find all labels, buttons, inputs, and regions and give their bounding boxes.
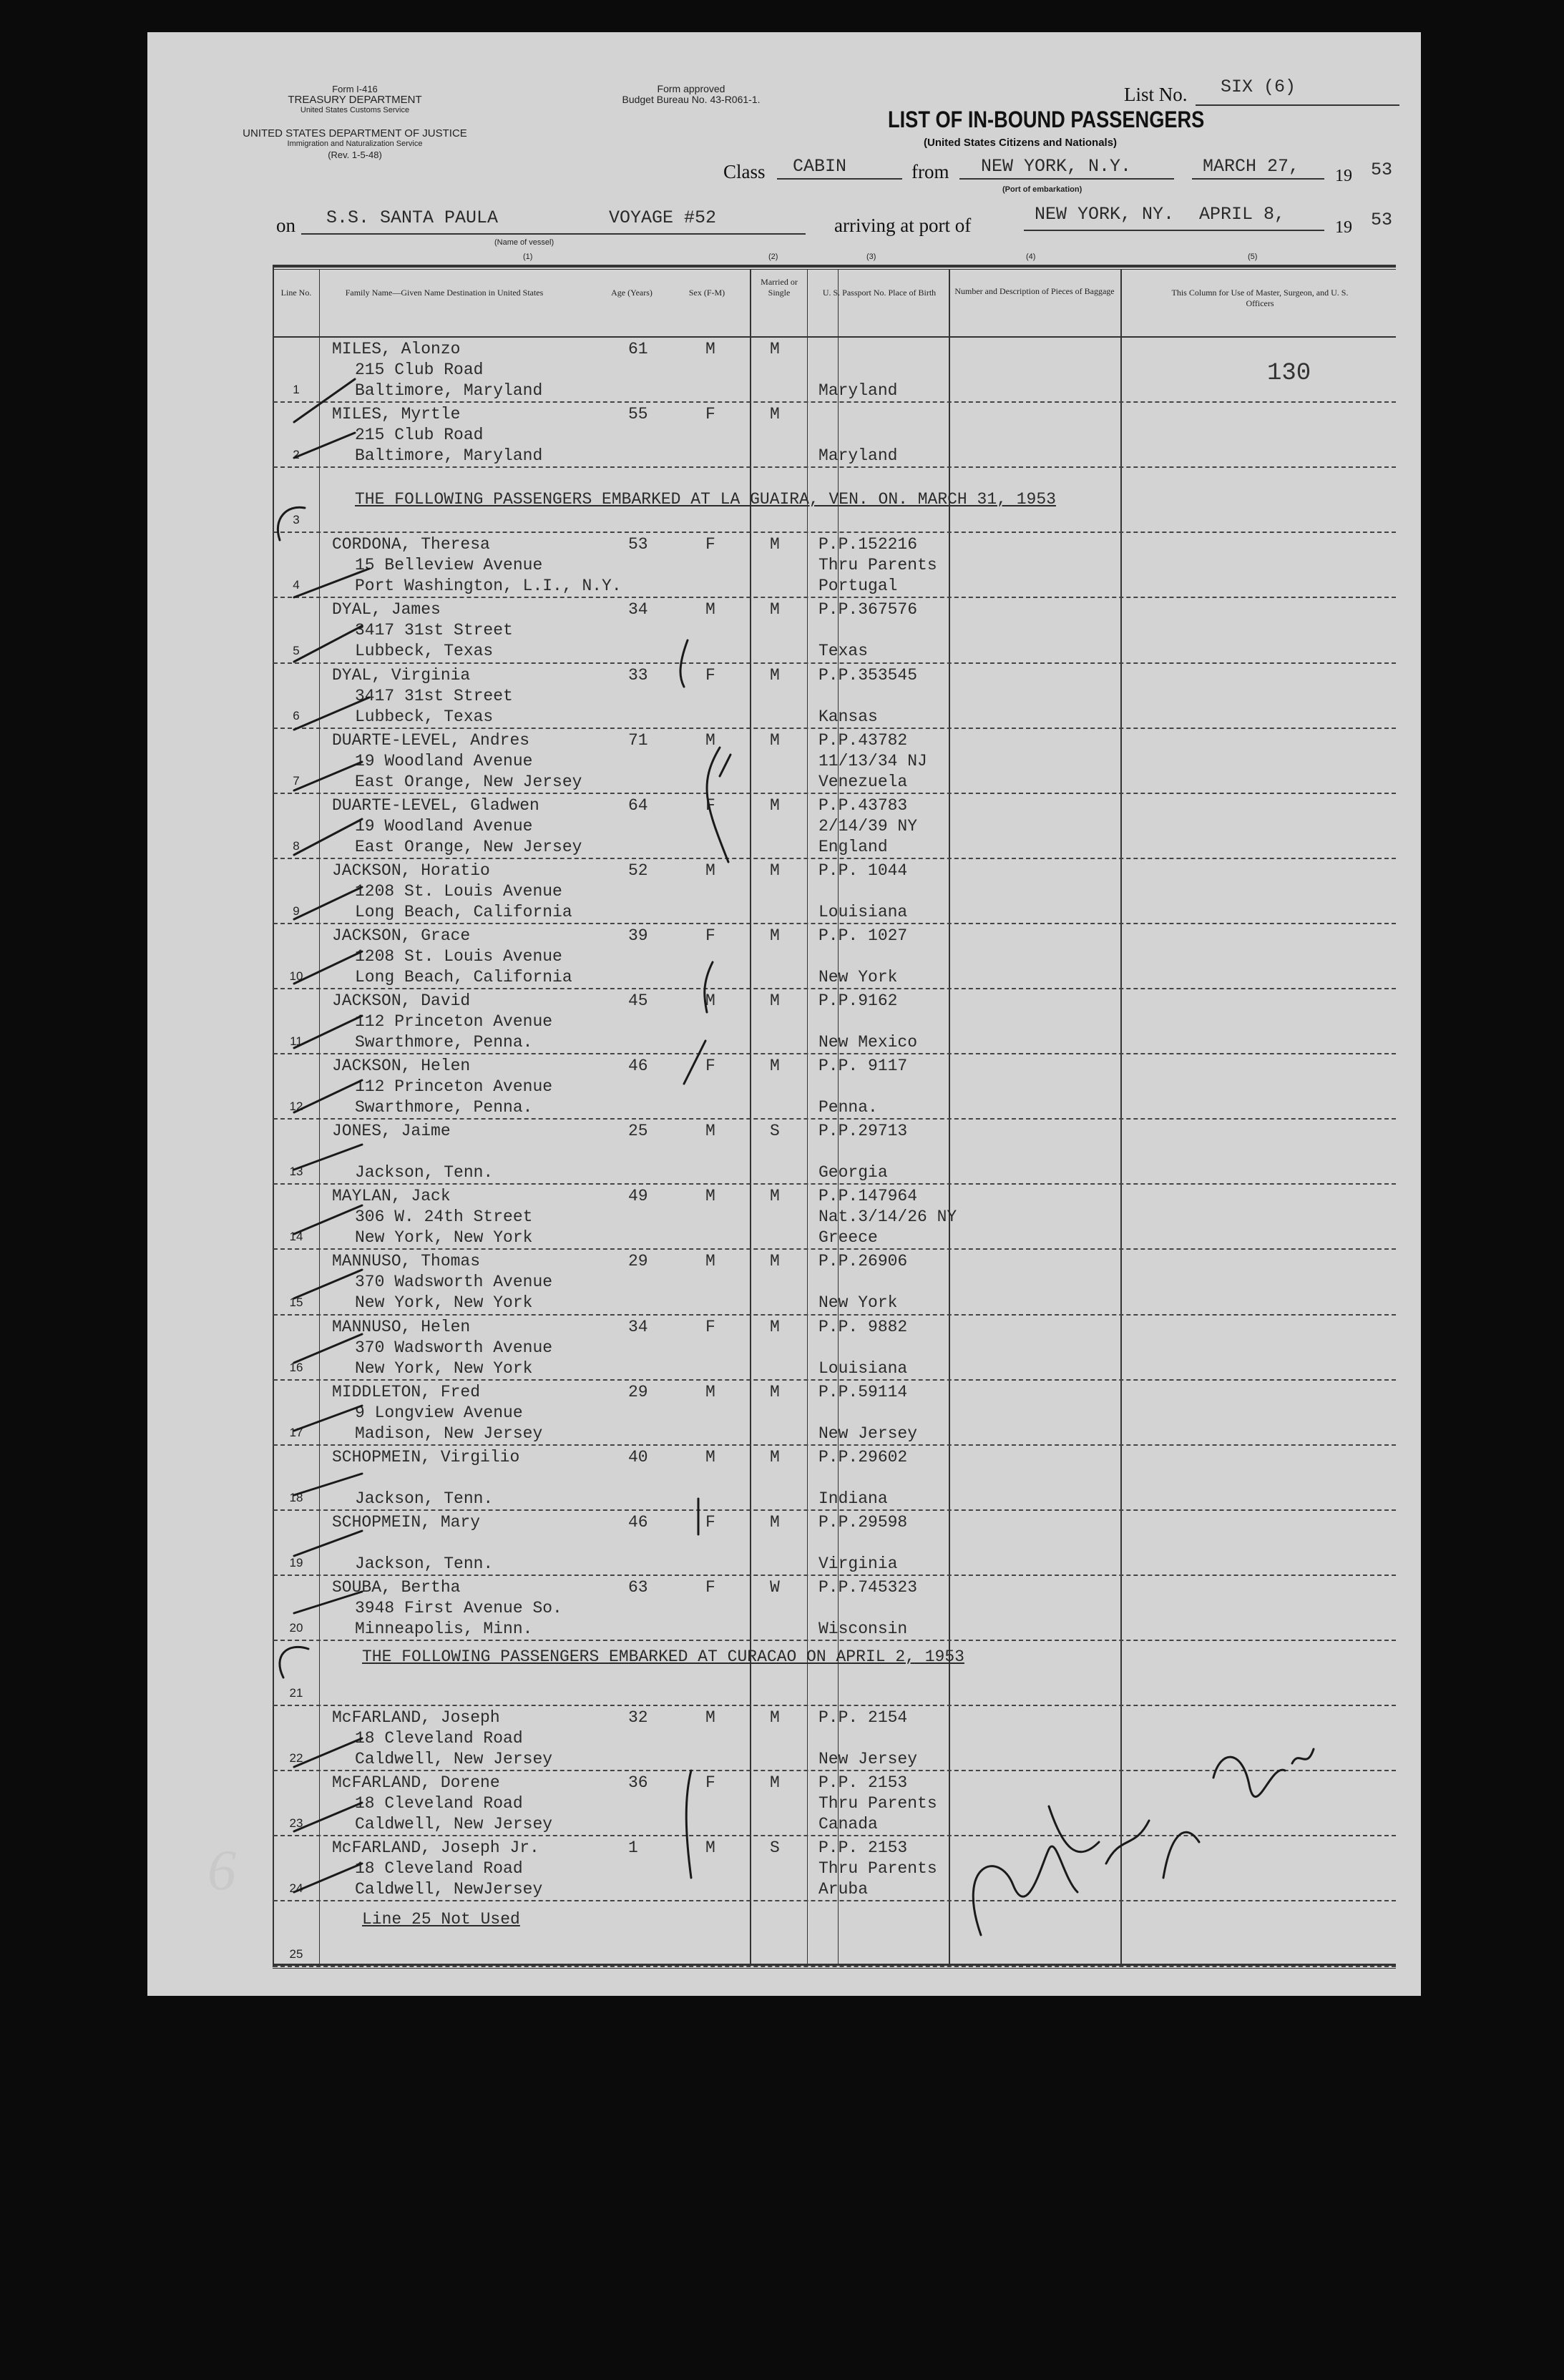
passenger-marital-status: M [770,340,780,358]
form-title: LIST OF IN-BOUND PASSENGERS [888,107,1205,132]
row-rule [273,1248,1396,1250]
row-rule [273,1900,1396,1901]
line-number: 4 [293,578,300,592]
row-rule [273,401,1396,403]
row-rule [273,728,1396,729]
passenger-city: New York, New York [355,1228,533,1248]
line-number: 7 [293,773,300,788]
embark-port: NEW YORK, N.Y. [981,156,1132,177]
passenger-address: 370 Wadsworth Avenue [355,1338,553,1357]
passport-number: P.P. 1044 [818,861,908,880]
passenger-city: Lubbeck, Texas [355,707,494,726]
list-no-value: SIX (6) [1221,77,1296,97]
passenger-city: Jackson, Tenn. [355,1554,494,1573]
passenger-address: 18 Cleveland Road [355,1794,523,1813]
passenger-name: SOUBA, Bertha [332,1577,461,1597]
row-rule [273,597,1396,598]
passport-note: 2/14/39 NY [818,816,918,836]
place-of-birth: New Mexico [818,1033,918,1052]
passenger-name: DUARTE-LEVEL, Gladwen [332,795,539,815]
passenger-name: MILES, Alonzo [332,340,461,358]
passenger-age: 25 [628,1122,648,1141]
passenger-marital-status: W [770,1577,780,1597]
line-number: 1 [293,383,300,397]
passenger-city: Minneapolis, Minn. [355,1619,533,1638]
class-label: Class [723,161,766,182]
place-of-birth: Georgia [818,1163,888,1182]
row-rule [273,1509,1396,1511]
passenger-sex: F [705,795,715,815]
passenger-marital-status: M [770,665,780,685]
col-num-3: (3) [866,253,876,261]
line-number: 21 [289,1686,303,1700]
passenger-address: 3417 31st Street [355,686,513,705]
passenger-name: MILES, Myrtle [332,405,461,424]
place-of-birth: Canada [818,1815,878,1834]
row-rule [273,1118,1396,1120]
budget-bureau: Budget Bureau No. 43-R061-1. [622,94,761,105]
passenger-age: 52 [628,861,648,880]
place-of-birth: Maryland [818,446,898,466]
row-rule [273,1183,1396,1185]
passenger-age: 46 [628,1057,648,1076]
embark-date: MARCH 27, [1203,156,1300,177]
passenger-name: JONES, Jaime [332,1122,451,1141]
passport-number: P.P. 9882 [818,1317,908,1336]
passenger-sex: M [705,1838,715,1858]
handwritten-checkmarks [147,32,1421,1996]
line-number: 18 [289,1490,303,1504]
passenger-name: MIDDLETON, Fred [332,1382,481,1401]
passenger-age: 29 [628,1382,648,1401]
line-number: 9 [293,903,300,918]
passenger-marital-status: M [770,1708,780,1728]
line-number: 15 [289,1295,303,1309]
passport-number: P.P.152216 [818,535,918,554]
passenger-age: 34 [628,1317,648,1336]
passenger-age: 40 [628,1447,648,1466]
passenger-city: Caldwell, New Jersey [355,1750,553,1769]
passenger-marital-status: M [770,1057,780,1076]
passport-note: Thru Parents [818,556,937,575]
margin-number: 6 [207,1839,236,1902]
passenger-city: Long Beach, California [355,902,572,921]
passenger-address: 3948 First Avenue So. [355,1598,562,1617]
arrival-port: NEW YORK, NY. [1035,204,1175,225]
passenger-address: 215 Club Road [355,361,484,379]
line-number: 2 [293,448,300,462]
row-rule [273,662,1396,664]
passenger-address: 370 Wadsworth Avenue [355,1273,553,1292]
row-rule [273,532,1396,533]
passenger-name: JACKSON, Horatio [332,861,490,880]
passenger-sex: M [705,1382,715,1401]
line-number: 20 [289,1621,303,1635]
passenger-sex: M [705,1708,715,1728]
row-rule [273,1053,1396,1054]
col-num-1: (1) [523,253,533,261]
col-num-4: (4) [1026,253,1036,261]
passenger-city: Swarthmore, Penna. [355,1098,533,1117]
passenger-age: 32 [628,1708,648,1728]
row-rule [273,923,1396,924]
passport-number: P.P.9162 [818,991,898,1010]
passport-number: P.P.29598 [818,1512,908,1532]
line-number: 22 [289,1751,303,1766]
place-of-birth: England [818,837,888,856]
passenger-marital-status: M [770,1382,780,1401]
col-header-sex: Sex (F-M) [688,288,725,298]
unused-line-note: Line 25 Not Used [362,1910,520,1929]
col-header-passport: U. S. Passport No. Place of Birth [822,288,937,298]
line-number: 10 [289,969,303,983]
row-rule [273,1966,1396,1967]
line-number: 16 [289,1360,303,1374]
line-number: 13 [289,1165,303,1179]
passenger-name: McFARLAND, Dorene [332,1773,500,1793]
place-of-birth: Kansas [818,707,878,726]
passport-number: P.P. 2153 [818,1838,908,1858]
passenger-address: 18 Cleveland Road [355,1859,523,1879]
form-page [147,32,1421,1996]
passenger-address: 1208 St. Louis Avenue [355,946,562,966]
passenger-sex: M [705,861,715,880]
port-caption: (Port of embarkation) [1002,185,1082,194]
line-number: 23 [289,1816,303,1831]
passenger-age: 64 [628,795,648,815]
passenger-city: Jackson, Tenn. [355,1489,494,1508]
passenger-sex: M [705,1447,715,1466]
row-rule [273,1575,1396,1576]
passport-number: P.P. 9117 [818,1057,908,1076]
ins-service: Immigration and Naturalization Service [287,139,423,148]
form-approved: Form approved [657,83,725,94]
passport-number: P.P.367576 [818,600,918,620]
row-rule [273,1770,1396,1771]
passenger-marital-status: M [770,1187,780,1206]
passenger-marital-status: M [770,1512,780,1532]
row-rule [273,1640,1396,1641]
officer-mark: 130 [1267,360,1311,387]
approval-block [584,84,798,105]
passport-number: P.P.26906 [818,1252,908,1271]
passport-number: P.P.29602 [818,1447,908,1466]
from-label: from [911,161,949,182]
passenger-marital-status: M [770,535,780,554]
voyage-number: VOYAGE #52 [609,207,717,228]
banner-curacao: THE FOLLOWING PASSENGERS EMBARKED AT CURACAO ON APRIL 2, 1953 [362,1647,964,1666]
passenger-age: 71 [628,730,648,750]
justice-block [240,128,469,160]
passenger-sex: F [705,1512,715,1532]
place-of-birth: Virginia [818,1554,898,1573]
passenger-address: 19 Woodland Avenue [355,816,533,836]
passenger-marital-status: S [770,1122,780,1141]
passenger-age: 29 [628,1252,648,1271]
passenger-name: JACKSON, Grace [332,926,471,945]
line-number: 19 [289,1555,303,1569]
passenger-marital-status: M [770,795,780,815]
row-rule [273,1314,1396,1316]
passport-number: P.P.29713 [818,1122,908,1141]
passenger-age: 39 [628,926,648,945]
line-number: 24 [289,1881,303,1896]
passenger-age: 61 [628,340,648,358]
passenger-address: 112 Princeton Avenue [355,1077,553,1097]
passenger-marital-status: M [770,1317,780,1336]
col-header-officers: This Column for Use of Master, Surgeon, and U. S. Officers [1171,288,1349,308]
line-number: 3 [293,513,300,527]
passenger-name: MAYLAN, Jack [332,1187,451,1206]
row-rule [273,858,1396,859]
passenger-name: SCHOPMEIN, Mary [332,1512,481,1532]
line-number: 5 [293,643,300,657]
passport-number: P.P. 1027 [818,926,908,945]
passenger-city: Madison, New Jersey [355,1424,543,1443]
passenger-marital-status: M [770,1773,780,1793]
passport-note: 11/13/34 NJ [818,751,927,770]
passenger-address: 3417 31st Street [355,621,513,640]
passenger-age: 53 [628,535,648,554]
passenger-marital-status: M [770,405,780,424]
place-of-birth: New Jersey [818,1750,918,1769]
customs-service: United States Customs Service [300,106,410,114]
passenger-age: 33 [628,665,648,685]
line-number: 6 [293,708,300,723]
place-of-birth: Venezuela [818,772,908,791]
place-of-birth: Wisconsin [818,1619,908,1638]
place-of-birth: Aruba [818,1880,869,1899]
treasury-dept: TREASURY DEPARTMENT [288,94,422,106]
passenger-age: 46 [628,1512,648,1532]
passport-note: Thru Parents [818,1859,937,1879]
row-rule [273,793,1396,794]
revision: (Rev. 1-5-48) [328,150,382,160]
place-of-birth: New Jersey [818,1424,918,1443]
place-of-birth: Portugal [818,577,898,596]
place-of-birth: Louisiana [818,1358,908,1378]
embark-year-prefix: 19 [1335,167,1352,185]
passenger-sex: M [705,340,715,358]
passenger-sex: M [705,1187,715,1206]
passenger-city: East Orange, New Jersey [355,837,582,856]
passenger-marital-status: M [770,1447,780,1466]
row-rule [273,1705,1396,1706]
passenger-city: Swarthmore, Penna. [355,1033,533,1052]
passenger-name: JACKSON, Helen [332,1057,471,1076]
passport-note: Thru Parents [818,1794,937,1813]
passenger-age: 45 [628,991,648,1010]
passenger-name: JACKSON, David [332,991,471,1010]
passenger-city: Caldwell, New Jersey [355,1815,553,1834]
passenger-city: Port Washington, L.I., N.Y. [355,577,622,596]
passenger-address: 15 Belleview Avenue [355,556,543,575]
col-header-name: Family Name—Given Name Destination in United States [345,288,544,298]
arrival-date: APRIL 8, [1199,204,1286,225]
passenger-name: McFARLAND, Joseph Jr. [332,1838,539,1858]
passenger-address: 18 Cleveland Road [355,1729,523,1748]
passenger-sex: F [705,535,715,554]
passenger-address: 9 Longview Avenue [355,1403,523,1422]
passenger-sex: F [705,405,715,424]
place-of-birth: Louisiana [818,902,908,921]
col-num-5: (5) [1248,253,1258,261]
arrival-year-prefix: 19 [1335,218,1352,237]
passenger-name: DUARTE-LEVEL, Andres [332,730,530,750]
form-id-block [240,84,469,116]
passenger-sex: F [705,1317,715,1336]
passport-number: P.P.59114 [818,1382,908,1401]
passenger-sex: M [705,991,715,1010]
passenger-name: SCHOPMEIN, Virgilio [332,1447,520,1466]
passport-number: P.P.147964 [818,1187,918,1206]
passenger-city: Caldwell, NewJersey [355,1880,543,1899]
passenger-city: Baltimore, Maryland [355,381,543,400]
line-number: 12 [289,1100,303,1114]
row-rule [273,466,1396,468]
col-header-age: Age (Years) [611,288,653,298]
place-of-birth: Greece [818,1228,878,1248]
passenger-age: 55 [628,405,648,424]
place-of-birth: New York [818,967,898,986]
justice-dept: UNITED STATES DEPARTMENT OF JUSTICE [243,127,467,139]
passenger-marital-status: M [770,991,780,1010]
passenger-sex: F [705,665,715,685]
row-rule [273,1379,1396,1381]
row-rule [273,988,1396,989]
col-header-married: Married or Single [761,277,798,298]
col-num-2: (2) [768,253,778,261]
row-rule [273,1835,1396,1836]
class-value: CABIN [793,156,847,177]
passenger-address: 1208 St. Louis Avenue [355,881,562,901]
passenger-sex: F [705,1057,715,1076]
passport-number: P.P.745323 [818,1577,918,1597]
place-of-birth: Indiana [818,1489,888,1508]
line-number: 14 [289,1230,303,1244]
passenger-sex: F [705,1577,715,1597]
passenger-age: 63 [628,1577,648,1597]
passenger-address: 19 Woodland Avenue [355,751,533,770]
arriving-label: arriving at port of [834,215,972,236]
passenger-sex: M [705,1122,715,1141]
passenger-marital-status: S [770,1838,780,1858]
line-number: 11 [290,1034,303,1049]
embark-year: 53 [1371,160,1393,180]
passenger-marital-status: M [770,730,780,750]
passenger-sex: M [705,1252,715,1271]
place-of-birth: New York [818,1293,898,1313]
line-number: 25 [289,1946,303,1961]
line-number: 17 [289,1425,303,1439]
passenger-city: East Orange, New Jersey [355,772,582,791]
passenger-marital-status: M [770,600,780,620]
place-of-birth: Penna. [818,1098,878,1117]
passenger-name: DYAL, James [332,600,441,620]
passport-number: P.P.353545 [818,665,918,685]
col-header-line: Line No. [280,288,312,298]
passenger-name: CORDONA, Theresa [332,535,490,554]
passenger-age: 34 [628,600,648,620]
passenger-age: 49 [628,1187,648,1206]
passenger-address: 112 Princeton Avenue [355,1012,553,1031]
passenger-name: MANNUSO, Thomas [332,1252,481,1271]
banner-la-guaira: THE FOLLOWING PASSENGERS EMBARKED AT LA GUAIRA, VEN. ON. MARCH 31, 1953 [355,490,1056,509]
passenger-sex: M [705,600,715,620]
row-rule [273,1444,1396,1446]
passport-number: P.P.43782 [818,730,908,750]
passenger-address: 306 W. 24th Street [355,1208,533,1227]
on-label: on [276,215,295,236]
passenger-age: 36 [628,1773,648,1793]
passenger-city: New York, New York [355,1358,533,1378]
passport-number: P.P.43783 [818,795,908,815]
line-number: 8 [293,838,300,853]
place-of-birth: Texas [818,642,869,661]
passenger-city: Baltimore, Maryland [355,446,543,466]
arrival-year: 53 [1371,210,1393,230]
passenger-city: Jackson, Tenn. [355,1163,494,1182]
passenger-marital-status: M [770,926,780,945]
vessel-name: S.S. SANTA PAULA [326,207,499,228]
passenger-marital-status: M [770,861,780,880]
passenger-name: McFARLAND, Joseph [332,1708,500,1728]
passenger-sex: F [705,926,715,945]
passenger-name: MANNUSO, Helen [332,1317,471,1336]
passenger-city: New York, New York [355,1293,533,1313]
list-no-label: List No. [1124,84,1188,105]
passport-note: Nat.3/14/26 NY [818,1208,957,1227]
passenger-city: Long Beach, California [355,967,572,986]
form-subtitle: (United States Citizens and Nationals) [924,137,1118,149]
col-header-baggage: Number and Description of Pieces of Baggage [954,286,1115,296]
passenger-sex: F [705,1773,715,1793]
passenger-name: DYAL, Virginia [332,665,471,685]
passenger-age: 1 [628,1838,638,1858]
passport-number: P.P. 2154 [818,1708,908,1728]
place-of-birth: Maryland [818,381,898,400]
passenger-city: Lubbeck, Texas [355,642,494,661]
passenger-sex: M [705,730,715,750]
passenger-address: 215 Club Road [355,426,484,445]
form-number: Form I-416 [332,84,378,94]
passport-number: P.P. 2153 [818,1773,908,1793]
vessel-caption: (Name of vessel) [494,238,554,247]
passenger-marital-status: M [770,1252,780,1271]
